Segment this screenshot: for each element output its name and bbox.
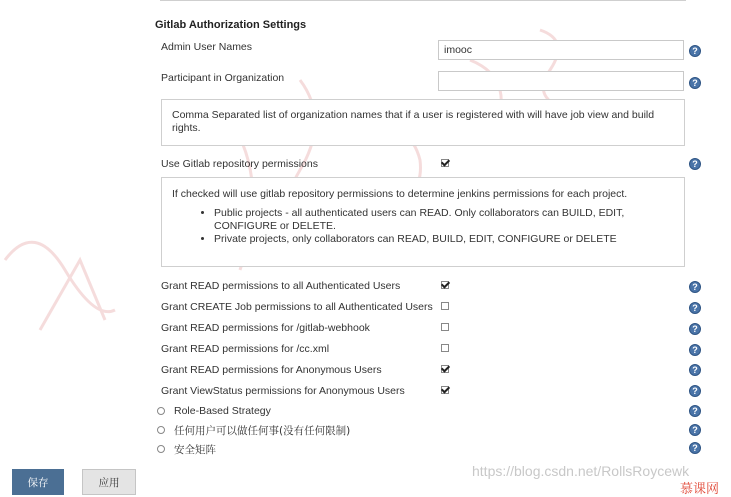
apply-button[interactable]: 应用 (82, 469, 136, 495)
grant-read-authenticated-help-icon[interactable]: ? (689, 281, 701, 293)
grant-viewstatus-anonymous-checkbox[interactable] (441, 386, 449, 394)
grant-create-job-label: Grant CREATE Job permissions to all Authenticated Users (161, 301, 433, 313)
security-matrix-label: 安全矩阵 (174, 444, 216, 456)
repo-help-intro: If checked will use gitlab repository permissions to determine jenkins permissions for each project. (172, 188, 628, 200)
repo-permissions-help-icon[interactable]: ? (689, 158, 701, 170)
grant-read-anonymous-help-icon[interactable]: ? (689, 364, 701, 376)
grant-create-job-help-icon[interactable]: ? (689, 302, 701, 314)
grant-read-ccxml-label: Grant READ permissions for /cc.xml (161, 343, 330, 355)
grant-read-webhook-help-icon[interactable]: ? (689, 323, 701, 335)
grant-read-anonymous-checkbox[interactable] (441, 365, 449, 373)
security-matrix-radio[interactable] (157, 445, 165, 453)
grant-read-webhook-label: Grant READ permissions for /gitlab-webhook (161, 322, 370, 334)
grant-create-job-checkbox[interactable] (441, 302, 449, 310)
grant-read-ccxml-checkbox[interactable] (441, 344, 449, 352)
repo-help-bullet: • Private projects, only collaborators can READ, BUILD, EDIT, CONFIGURE or DELETE (214, 233, 674, 246)
repo-permissions-label: Use Gitlab repository permissions (161, 158, 318, 170)
admin-user-names-input[interactable] (438, 40, 684, 60)
repo-help-bullet: • Public projects - all authenticated users can READ. Only collaborators can BUILD, EDIT, CONFIGURE or DELETE. (214, 207, 674, 233)
anyone-anything-label: 任何用户可以做任何事(没有任何限制) (174, 425, 351, 437)
anyone-anything-radio[interactable] (157, 426, 165, 434)
grant-read-webhook-checkbox[interactable] (441, 323, 449, 331)
grant-read-ccxml-help-icon[interactable]: ? (689, 344, 701, 356)
role-based-strategy-radio[interactable] (157, 407, 165, 415)
security-matrix-help-icon[interactable]: ? (689, 442, 701, 454)
anyone-anything-help-icon[interactable]: ? (689, 424, 701, 436)
admin-user-names-help-icon[interactable]: ? (689, 45, 701, 57)
brand-logo-text: 慕课网 (680, 481, 720, 496)
grant-viewstatus-anonymous-help-icon[interactable]: ? (689, 385, 701, 397)
grant-viewstatus-anonymous-label: Grant ViewStatus permissions for Anonymous Users (161, 385, 405, 397)
participant-org-label: Participant in Organization (161, 72, 285, 84)
role-based-strategy-help-icon[interactable]: ? (689, 405, 701, 417)
participant-org-help-icon[interactable]: ? (689, 77, 701, 89)
org-help-box (161, 99, 685, 146)
participant-org-input[interactable] (438, 71, 684, 91)
save-button[interactable]: 保存 (12, 469, 64, 495)
repo-permissions-help-box (161, 177, 685, 267)
org-help-text: Comma Separated list of organization names that if a user is registered with will have job view and build rights. (172, 109, 655, 134)
top-divider (160, 0, 686, 1)
repo-permissions-checkbox[interactable] (441, 159, 449, 167)
section-title: Gitlab Authorization Settings (155, 19, 307, 31)
grant-read-authenticated-label: Grant READ permissions to all Authenticated Users (161, 280, 401, 292)
repo-help-list (172, 207, 674, 246)
csdn-watermark: https://blog.csdn.net/RollsRoycewk (472, 463, 690, 479)
grant-read-anonymous-label: Grant READ permissions for Anonymous Users (161, 364, 382, 376)
admin-user-names-label: Admin User Names (161, 41, 253, 53)
role-based-strategy-label: Role-Based Strategy (174, 405, 271, 417)
grant-read-authenticated-checkbox[interactable] (441, 281, 449, 289)
